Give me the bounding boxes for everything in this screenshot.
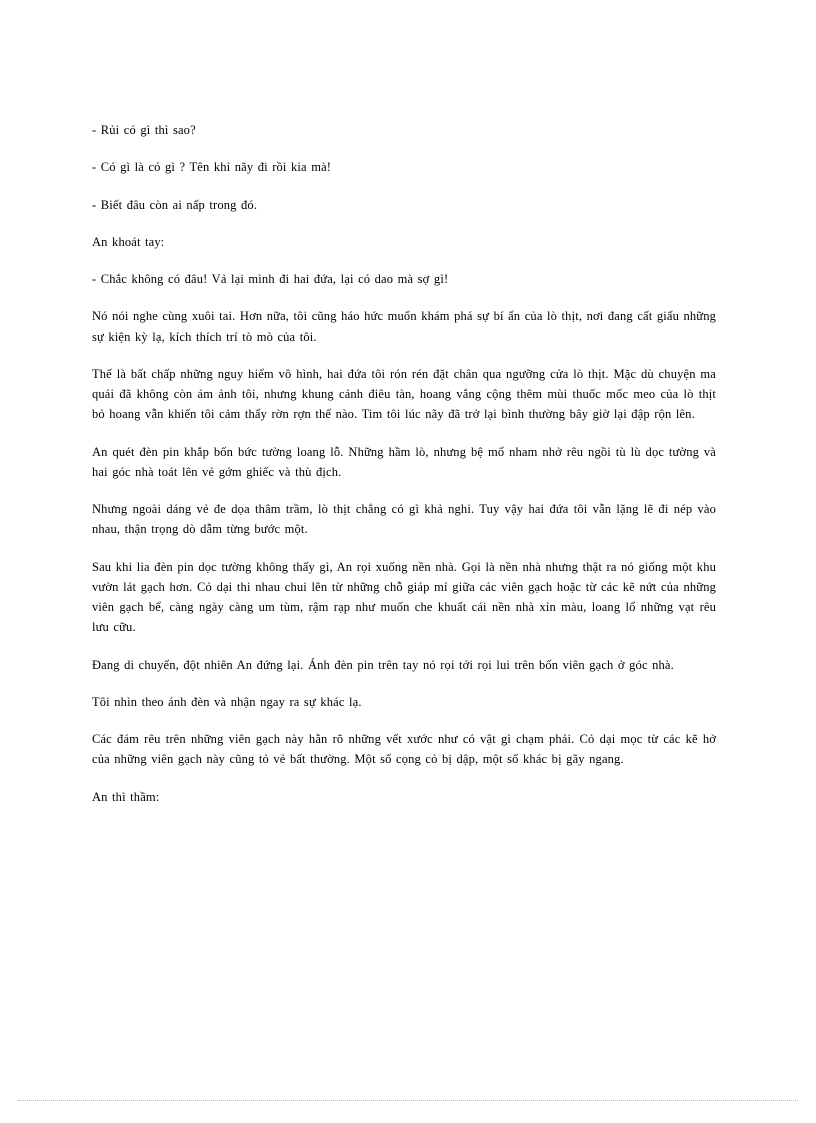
- paragraph: Các đám rêu trên những viên gạch này hằn rõ những vết xước như có vật gì chạm phải. Cỏ dại mọc từ các kẽ hở của những viên gạch này cũng tỏ vẻ bất thường. Một số cọng cỏ bị dập, một số khác bị gãy ngang.: [92, 732, 716, 767]
- paragraph: - Biết đâu còn ai nấp trong đó.: [92, 197, 258, 212]
- paragraph: Nó nói nghe cùng xuôi tai. Hơn nữa, tôi cũng háo hức muốn khám phá sự bí ẩn của lò thịt, nơi đang cất giấu những sự kiện kỳ lạ, kích thích trí tò mò của tôi.: [92, 309, 716, 344]
- paragraph: Tôi nhìn theo ánh đèn và nhận ngay ra sự khác lạ.: [92, 694, 362, 709]
- paragraph: Thế là bất chấp những nguy hiểm vô hình, hai đứa tôi rón rén đặt chân qua ngưỡng cửa lò thịt. Mặc dù chuyện ma quái đã không còn ám ảnh tôi, nhưng khung cảnh điêu tàn, hoang vắng cộng thêm mùi thuốc mốc meo của lò thịt bỏ hoang vẫn khiến tôi cảm thấy rờn rợn thế nào. Tim tôi lúc nãy đã trở lại bình thường bây giờ lại đập rộn lên.: [92, 366, 716, 422]
- paragraph: - Rủi có gì thì sao?: [92, 123, 196, 137]
- paragraph: - Có gì là có gì ? Tên khỉ nãy đi rồi kia mà!: [92, 160, 332, 175]
- paragraph: Nhưng ngoài dáng vẻ đe dọa thâm trầm, lò thịt chẳng có gì khả nghi. Tuy vậy hai đứa tôi vẫn lặng lẽ đi nép vào nhau, thận trọng dò dẫm từng bước một.: [92, 502, 716, 537]
- paragraph: An quét đèn pin khắp bốn bức tường loang lỗ. Những hầm lò, nhưng bệ mổ nham nhở rêu ngồi tù lù dọc tường và hai góc nhà toát lên vẻ gớm ghiếc và thù địch.: [92, 444, 716, 479]
- paragraph: An khoát tay:: [92, 234, 165, 249]
- document-body: [92, 120, 716, 807]
- paragraph: - Chắc không có đâu! Vả lại mình đi hai đứa, lại có dao mà sợ gì!: [92, 272, 449, 286]
- paragraph: An thì thầm:: [92, 789, 160, 804]
- footer-divider: [18, 1100, 798, 1101]
- paragraph: Đang di chuyển, đột nhiên An đứng lại. Ánh đèn pin trên tay nó rọi tới rọi lui trên bốn viên gạch ở góc nhà.: [92, 657, 674, 672]
- paragraph: Sau khi lia đèn pin dọc tường không thấy gì, An rọi xuống nền nhà. Gọi là nền nhà nhưng thật ra nó giống một khu vườn lát gạch hơn. Cỏ dại thi nhau chui lên từ những chỗ giáp mí giữa các viên gạch hoặc từ các kẽ nứt của những viên gạch bể, càng ngày càng um tùm, rậm rạp như muốn che khuất cái nền nhà xỉn màu, loang lổ những vạt rêu lưu cữu.: [92, 559, 716, 635]
